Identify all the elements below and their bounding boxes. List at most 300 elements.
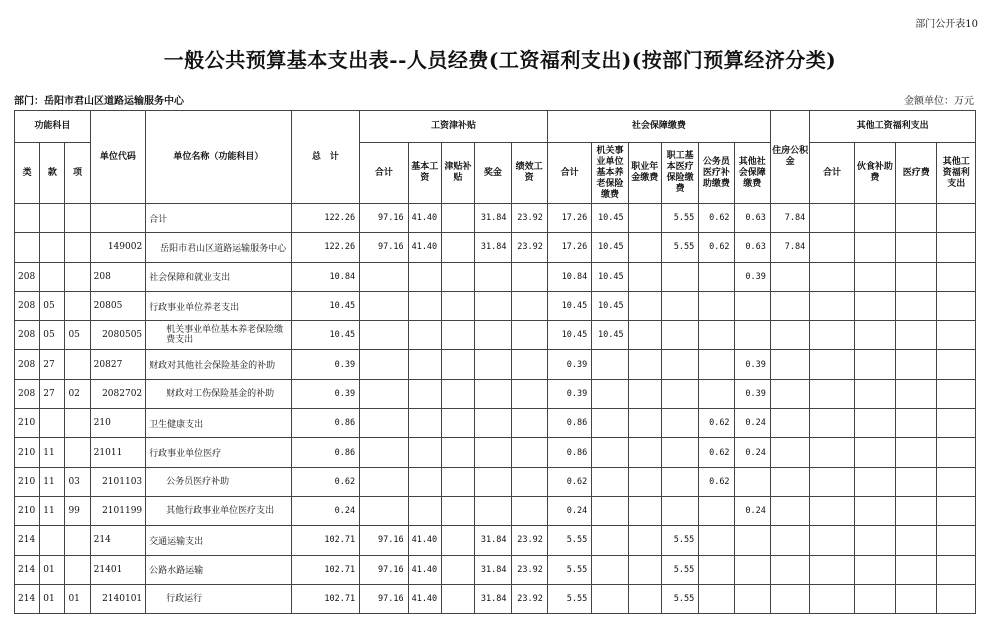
pension-cell (592, 350, 628, 379)
housing-cell (770, 496, 809, 525)
med-fee-cell (896, 584, 937, 613)
bonus-cell (475, 291, 511, 320)
kuan-cell (40, 409, 65, 438)
occupational-cell (628, 496, 661, 525)
occupational-header: 职业年金缴费 (628, 143, 661, 204)
unit-code-cell: 2101103 (90, 467, 146, 496)
civil-medical-cell (699, 584, 734, 613)
housing-cell: 7.84 (770, 204, 809, 233)
wage-total-cell: 97.16 (360, 584, 408, 613)
total-cell: 10.45 (291, 321, 360, 350)
total-cell: 0.86 (291, 438, 360, 467)
allowance-cell (441, 350, 474, 379)
other-total-cell (810, 526, 854, 555)
med-fee-cell (896, 262, 937, 291)
xiang-cell (65, 409, 90, 438)
basic-wage-cell: 41.40 (408, 584, 441, 613)
performance-cell: 23.92 (511, 584, 547, 613)
occupational-cell (628, 379, 661, 408)
meal-cell (854, 409, 895, 438)
allowance-cell (441, 467, 474, 496)
wage-total-cell (360, 291, 408, 320)
total-cell: 0.39 (291, 379, 360, 408)
allowance-cell (441, 321, 474, 350)
social-total-cell: 17.26 (547, 233, 591, 262)
civil-medical-cell (699, 291, 734, 320)
unit-name-cell: 卫生健康支出 (146, 409, 291, 438)
xiang-cell: 05 (65, 321, 90, 350)
other-total-cell (810, 379, 854, 408)
medical-cell (661, 467, 698, 496)
other-social-cell: 0.63 (734, 233, 770, 262)
other-social-cell: 0.63 (734, 204, 770, 233)
kuan-cell: 27 (40, 350, 65, 379)
total-header: 总 计 (291, 111, 360, 204)
budget-table (14, 110, 976, 614)
table-row (15, 204, 976, 233)
civil-medical-cell: 0.62 (699, 438, 734, 467)
kuan-cell: 01 (40, 584, 65, 613)
social-total-cell: 17.26 (547, 204, 591, 233)
kuan-cell: 11 (40, 438, 65, 467)
unit-name-cell: 合计 (146, 204, 291, 233)
med-fee-cell (896, 204, 937, 233)
unit-code-cell: 208 (90, 262, 146, 291)
other-total-cell (810, 584, 854, 613)
total-cell: 0.39 (291, 350, 360, 379)
table-row (15, 438, 976, 467)
other-social-cell: 0.39 (734, 350, 770, 379)
wage-total-cell (360, 379, 408, 408)
basic-wage-cell (408, 379, 441, 408)
lei-header: 类 (15, 143, 40, 204)
allowance-cell (441, 409, 474, 438)
social-total-cell: 0.62 (547, 467, 591, 496)
table-row (15, 584, 976, 613)
kuan-cell: 05 (40, 321, 65, 350)
other-welfare-cell (937, 584, 976, 613)
basic-wage-cell: 41.40 (408, 526, 441, 555)
allowance-cell (441, 379, 474, 408)
medical-cell (661, 409, 698, 438)
wage-total-cell: 97.16 (360, 204, 408, 233)
total-cell: 10.84 (291, 262, 360, 291)
lei-cell: 210 (15, 409, 40, 438)
total-cell: 0.86 (291, 409, 360, 438)
other-group-header: 其他工资福利支出 (810, 111, 976, 143)
pension-cell: 10.45 (592, 204, 628, 233)
unit-code-cell: 2140101 (90, 584, 146, 613)
kuan-cell: 11 (40, 496, 65, 525)
civil-medical-cell (699, 526, 734, 555)
social-total-cell: 10.84 (547, 262, 591, 291)
civil-medical-cell (699, 262, 734, 291)
total-cell: 122.26 (291, 204, 360, 233)
total-cell: 0.62 (291, 467, 360, 496)
social-total-header: 合计 (547, 143, 591, 204)
civil-medical-cell (699, 350, 734, 379)
unit-code-cell: 20827 (90, 350, 146, 379)
social-group-header: 社会保障缴费 (547, 111, 770, 143)
performance-header: 绩效工资 (511, 143, 547, 204)
social-total-cell: 5.55 (547, 555, 591, 584)
performance-cell (511, 291, 547, 320)
other-total-cell (810, 555, 854, 584)
bonus-cell: 31.84 (475, 204, 511, 233)
performance-cell (511, 379, 547, 408)
kuan-header: 款 (40, 143, 65, 204)
pension-cell: 10.45 (592, 291, 628, 320)
total-cell: 102.71 (291, 526, 360, 555)
housing-cell (770, 321, 809, 350)
kuan-cell: 27 (40, 379, 65, 408)
amount-unit-label: 金额单位：万元 (904, 96, 974, 107)
lei-cell: 214 (15, 526, 40, 555)
med-fee-cell (896, 555, 937, 584)
allowance-cell (441, 233, 474, 262)
pension-cell: 10.45 (592, 262, 628, 291)
social-total-cell: 0.39 (547, 379, 591, 408)
med-fee-header: 医疗费 (896, 143, 937, 204)
wage-total-cell (360, 321, 408, 350)
basic-wage-cell (408, 350, 441, 379)
allowance-cell (441, 496, 474, 525)
lei-cell: 208 (15, 379, 40, 408)
other-social-cell (734, 526, 770, 555)
bonus-cell (475, 496, 511, 525)
medical-cell: 5.55 (661, 204, 698, 233)
bonus-cell (475, 467, 511, 496)
page-title: 一般公共预算基本支出表--人员经费(工资福利支出)(按部门预算经济分类) (163, 48, 837, 72)
bonus-cell (475, 438, 511, 467)
occupational-cell (628, 321, 661, 350)
unit-code-cell: 21401 (90, 555, 146, 584)
med-fee-cell (896, 467, 937, 496)
other-social-cell (734, 555, 770, 584)
func-subject-header: 功能科目 (15, 111, 91, 143)
unit-name-cell: 公路水路运输 (146, 555, 291, 584)
med-fee-cell (896, 233, 937, 262)
meal-cell (854, 262, 895, 291)
pension-header: 机关事业单位基本养老保险缴费 (592, 143, 628, 204)
lei-cell: 210 (15, 467, 40, 496)
bonus-cell (475, 321, 511, 350)
civil-medical-cell (699, 379, 734, 408)
medical-cell (661, 291, 698, 320)
other-social-cell: 0.24 (734, 409, 770, 438)
pension-cell (592, 438, 628, 467)
total-cell: 10.45 (291, 291, 360, 320)
other-welfare-cell (937, 526, 976, 555)
med-fee-cell (896, 321, 937, 350)
meal-cell (854, 467, 895, 496)
department-label: 部门：岳阳市君山区道路运输服务中心 (14, 96, 184, 107)
other-total-cell (810, 291, 854, 320)
lei-cell (15, 233, 40, 262)
pension-cell (592, 379, 628, 408)
meal-cell (854, 321, 895, 350)
bonus-cell: 31.84 (475, 584, 511, 613)
housing-cell (770, 438, 809, 467)
med-fee-cell (896, 526, 937, 555)
social-total-cell: 10.45 (547, 291, 591, 320)
table-row (15, 526, 976, 555)
performance-cell: 23.92 (511, 555, 547, 584)
unit-code-cell: 2080505 (90, 321, 146, 350)
xiang-cell (65, 204, 90, 233)
unit-name-cell: 岳阳市君山区道路运输服务中心 (146, 233, 291, 262)
table-row (15, 379, 976, 408)
housing-header: 住房公积金 (770, 111, 809, 204)
meal-cell (854, 350, 895, 379)
wage-total-cell (360, 438, 408, 467)
table-row (15, 555, 976, 584)
basic-wage-cell (408, 496, 441, 525)
bonus-cell (475, 409, 511, 438)
housing-cell (770, 526, 809, 555)
housing-cell (770, 262, 809, 291)
performance-cell: 23.92 (511, 204, 547, 233)
basic-wage-cell (408, 438, 441, 467)
basic-wage-cell (408, 291, 441, 320)
unit-code-header: 单位代码 (90, 111, 146, 204)
unit-name-cell: 机关事业单位基本养老保险缴费支出 (146, 321, 291, 350)
bonus-cell: 31.84 (475, 555, 511, 584)
table-body (15, 204, 976, 614)
housing-cell: 7.84 (770, 233, 809, 262)
performance-cell (511, 409, 547, 438)
other-social-cell: 0.39 (734, 262, 770, 291)
housing-cell (770, 467, 809, 496)
other-total-cell (810, 496, 854, 525)
performance-cell (511, 321, 547, 350)
wage-total-cell (360, 409, 408, 438)
unit-name-cell: 财政对工伤保险基金的补助 (146, 379, 291, 408)
housing-cell (770, 379, 809, 408)
occupational-cell (628, 350, 661, 379)
kuan-cell: 01 (40, 555, 65, 584)
unit-name-header: 单位名称（功能科目） (146, 111, 291, 204)
other-welfare-cell (937, 409, 976, 438)
civil-medical-cell (699, 321, 734, 350)
occupational-cell (628, 233, 661, 262)
xiang-cell (65, 438, 90, 467)
unit-name-cell: 行政事业单位养老支出 (146, 291, 291, 320)
other-welfare-cell (937, 291, 976, 320)
xiang-cell (65, 526, 90, 555)
social-total-cell: 0.86 (547, 409, 591, 438)
performance-cell (511, 467, 547, 496)
lei-cell: 214 (15, 584, 40, 613)
other-welfare-cell (937, 496, 976, 525)
table-row (15, 321, 976, 350)
wage-total-cell (360, 467, 408, 496)
civil-medical-cell: 0.62 (699, 233, 734, 262)
allowance-cell (441, 291, 474, 320)
total-cell: 102.71 (291, 584, 360, 613)
basic-wage-cell (408, 262, 441, 291)
kuan-cell (40, 526, 65, 555)
unit-code-cell: 2082702 (90, 379, 146, 408)
medical-cell (661, 321, 698, 350)
pension-cell (592, 496, 628, 525)
other-welfare-header: 其他工资福利支出 (937, 143, 976, 204)
other-total-cell (810, 321, 854, 350)
occupational-cell (628, 526, 661, 555)
basic-wage-cell (408, 409, 441, 438)
other-social-cell (734, 321, 770, 350)
unit-name-cell: 财政对其他社会保险基金的补助 (146, 350, 291, 379)
meal-cell (854, 555, 895, 584)
other-total-cell (810, 204, 854, 233)
medical-cell: 5.55 (661, 555, 698, 584)
bonus-cell (475, 350, 511, 379)
civil-medical-cell: 0.62 (699, 409, 734, 438)
allowance-cell (441, 555, 474, 584)
bonus-cell: 31.84 (475, 526, 511, 555)
wage-total-header: 合计 (360, 143, 408, 204)
occupational-cell (628, 584, 661, 613)
meal-cell (854, 233, 895, 262)
performance-cell (511, 496, 547, 525)
other-welfare-cell (937, 204, 976, 233)
housing-cell (770, 584, 809, 613)
bonus-cell (475, 262, 511, 291)
other-social-cell: 0.39 (734, 379, 770, 408)
xiang-cell: 03 (65, 467, 90, 496)
xiang-cell: 02 (65, 379, 90, 408)
xiang-cell: 99 (65, 496, 90, 525)
kuan-cell: 11 (40, 467, 65, 496)
unit-name-cell: 其他行政事业单位医疗支出 (146, 496, 291, 525)
bonus-cell (475, 379, 511, 408)
xiang-cell (65, 233, 90, 262)
other-welfare-cell (937, 262, 976, 291)
occupational-cell (628, 204, 661, 233)
allowance-cell (441, 204, 474, 233)
med-fee-cell (896, 438, 937, 467)
form-number: 部门公开表10 (915, 19, 978, 30)
wage-total-cell: 97.16 (360, 555, 408, 584)
wage-total-cell: 97.16 (360, 233, 408, 262)
other-total-cell (810, 467, 854, 496)
housing-cell (770, 291, 809, 320)
social-total-cell: 0.39 (547, 350, 591, 379)
allowance-header: 津贴补贴 (441, 143, 474, 204)
basic-wage-header: 基本工资 (408, 143, 441, 204)
unit-name-cell: 社会保障和就业支出 (146, 262, 291, 291)
xiang-cell: 01 (65, 584, 90, 613)
social-total-cell: 5.55 (547, 584, 591, 613)
allowance-cell (441, 262, 474, 291)
performance-cell (511, 350, 547, 379)
total-cell: 102.71 (291, 555, 360, 584)
unit-name-cell: 交通运输支出 (146, 526, 291, 555)
unit-name-cell: 公务员医疗补助 (146, 467, 291, 496)
other-welfare-cell (937, 467, 976, 496)
civil-medical-cell (699, 555, 734, 584)
xiang-cell (65, 555, 90, 584)
other-welfare-cell (937, 350, 976, 379)
med-fee-cell (896, 291, 937, 320)
pension-cell (592, 409, 628, 438)
basic-wage-cell (408, 467, 441, 496)
medical-header: 职工基本医疗保险缴费 (661, 143, 698, 204)
bonus-header: 奖金 (475, 143, 511, 204)
wage-group-header: 工资津补贴 (360, 111, 548, 143)
med-fee-cell (896, 350, 937, 379)
pension-cell (592, 526, 628, 555)
housing-cell (770, 409, 809, 438)
other-social-header: 其他社会保障缴费 (734, 143, 770, 204)
medical-cell: 5.55 (661, 233, 698, 262)
kuan-cell (40, 204, 65, 233)
lei-cell: 208 (15, 291, 40, 320)
med-fee-cell (896, 409, 937, 438)
unit-code-cell: 21011 (90, 438, 146, 467)
wage-total-cell: 97.16 (360, 526, 408, 555)
lei-cell: 210 (15, 496, 40, 525)
xiang-header: 项 (65, 143, 90, 204)
xiang-cell (65, 350, 90, 379)
social-total-cell: 5.55 (547, 526, 591, 555)
meal-header: 伙食补助费 (854, 143, 895, 204)
meal-cell (854, 526, 895, 555)
table-row (15, 467, 976, 496)
other-total-cell (810, 438, 854, 467)
meal-cell (854, 438, 895, 467)
occupational-cell (628, 409, 661, 438)
other-welfare-cell (937, 555, 976, 584)
lei-cell: 208 (15, 262, 40, 291)
occupational-cell (628, 555, 661, 584)
bonus-cell: 31.84 (475, 233, 511, 262)
allowance-cell (441, 526, 474, 555)
wage-total-cell (360, 262, 408, 291)
occupational-cell (628, 291, 661, 320)
civil-medical-cell: 0.62 (699, 204, 734, 233)
meal-cell (854, 496, 895, 525)
lei-cell: 208 (15, 321, 40, 350)
performance-cell: 23.92 (511, 233, 547, 262)
occupational-cell (628, 262, 661, 291)
medical-cell (661, 350, 698, 379)
pension-cell (592, 555, 628, 584)
basic-wage-cell: 41.40 (408, 204, 441, 233)
meal-cell (854, 291, 895, 320)
unit-code-cell: 214 (90, 526, 146, 555)
kuan-cell: 05 (40, 291, 65, 320)
basic-wage-cell (408, 321, 441, 350)
lei-cell (15, 204, 40, 233)
other-social-cell (734, 467, 770, 496)
other-total-cell (810, 262, 854, 291)
meal-cell (854, 379, 895, 408)
housing-cell (770, 555, 809, 584)
civil-medical-cell: 0.62 (699, 467, 734, 496)
other-social-cell (734, 291, 770, 320)
basic-wage-cell: 41.40 (408, 233, 441, 262)
other-social-cell: 0.24 (734, 496, 770, 525)
civil-medical-cell (699, 496, 734, 525)
other-total-header: 合计 (810, 143, 854, 204)
wage-total-cell (360, 496, 408, 525)
social-total-cell: 0.86 (547, 438, 591, 467)
unit-name-cell: 行政运行 (146, 584, 291, 613)
other-total-cell (810, 350, 854, 379)
medical-cell (661, 496, 698, 525)
other-total-cell (810, 409, 854, 438)
